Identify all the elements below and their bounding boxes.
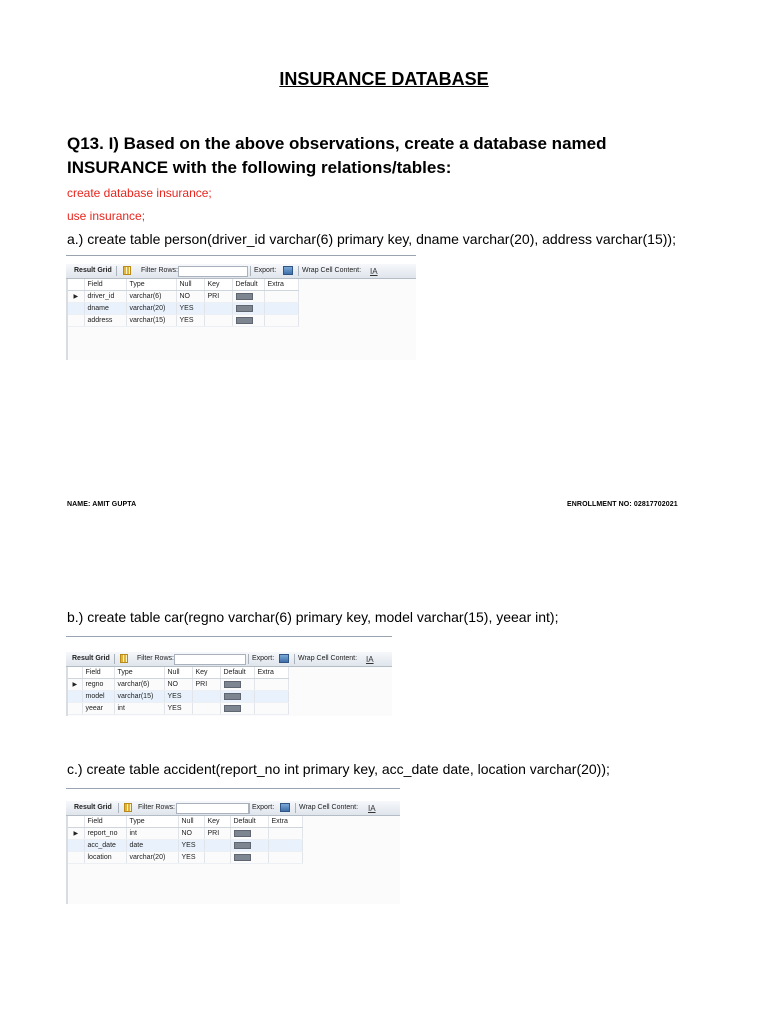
export-icon[interactable] xyxy=(280,803,290,812)
cell-field[interactable]: regno xyxy=(82,679,114,691)
filter-rows-label: Filter Rows: xyxy=(138,804,175,811)
cell-type[interactable]: varchar(6) xyxy=(114,679,164,691)
row-pointer-cell xyxy=(68,303,84,315)
cell-field[interactable]: address xyxy=(84,315,126,327)
result-grid-accident xyxy=(66,788,400,904)
cell-field[interactable]: model xyxy=(82,691,114,703)
cell-extra[interactable] xyxy=(264,291,298,303)
filter-rows-label: Filter Rows: xyxy=(137,655,174,662)
filter-rows-input[interactable] xyxy=(178,266,248,277)
cell-extra[interactable] xyxy=(268,840,302,852)
schema-table-car xyxy=(68,667,289,715)
filter-rows-label: Filter Rows: xyxy=(141,267,178,274)
result-grid-tab[interactable]: Result Grid xyxy=(74,804,112,811)
cell-default[interactable] xyxy=(220,703,254,715)
export-icon[interactable] xyxy=(279,654,289,663)
table-row[interactable] xyxy=(68,291,298,303)
statement-person: a.) create table person(driver_id varchar(6) primary key, dname varchar(20), address varchar(15)); xyxy=(67,231,676,247)
page-title: INSURANCE DATABASE xyxy=(279,69,489,89)
cell-key[interactable] xyxy=(204,852,230,864)
cell-key[interactable]: PRI xyxy=(192,679,220,691)
export-label: Export: xyxy=(252,804,275,811)
toolbar-separator xyxy=(116,266,117,276)
wrap-cell-label: Wrap Cell Content: xyxy=(302,267,362,274)
column-header-default[interactable]: Default xyxy=(220,667,254,679)
cell-type[interactable]: varchar(20) xyxy=(126,303,176,315)
column-header-null[interactable]: Null xyxy=(176,279,204,291)
schema-table-person xyxy=(68,279,299,327)
row-pointer-cell xyxy=(68,315,84,327)
table-row[interactable] xyxy=(68,852,302,864)
cell-type[interactable]: varchar(15) xyxy=(126,315,176,327)
cell-null[interactable]: NO xyxy=(178,828,204,840)
grid-view-icon[interactable] xyxy=(120,654,128,663)
table-header-row xyxy=(68,279,298,291)
wrap-cell-label: Wrap Cell Content: xyxy=(299,804,359,811)
wrap-cell-icon[interactable]: IA xyxy=(370,267,378,276)
column-header-key[interactable]: Key xyxy=(204,279,232,291)
row-pointer-header xyxy=(68,816,84,828)
cell-null[interactable]: YES xyxy=(176,303,204,315)
cell-null[interactable]: YES xyxy=(178,840,204,852)
row-pointer-icon: ▶ xyxy=(68,291,84,303)
table-row[interactable] xyxy=(68,691,288,703)
null-badge-icon xyxy=(224,681,241,688)
cell-key[interactable]: PRI xyxy=(204,828,230,840)
wrap-cell-icon[interactable]: IA xyxy=(368,804,376,813)
null-badge-icon xyxy=(236,317,253,324)
cell-default[interactable] xyxy=(220,679,254,691)
table-row[interactable] xyxy=(68,703,288,715)
cell-field[interactable]: location xyxy=(84,852,126,864)
result-grid-car xyxy=(66,636,392,716)
cell-key[interactable] xyxy=(204,315,232,327)
grid-view-icon[interactable] xyxy=(123,266,131,275)
row-pointer-header xyxy=(68,667,82,679)
cell-null[interactable]: YES xyxy=(164,691,192,703)
cell-default[interactable] xyxy=(232,315,264,327)
enrollment-number: ENROLLMENT NO: 02817702021 xyxy=(567,501,678,508)
null-badge-icon xyxy=(234,842,251,849)
cell-null[interactable]: YES xyxy=(164,703,192,715)
column-header-type[interactable]: Type xyxy=(126,279,176,291)
divider xyxy=(66,788,400,789)
cell-key[interactable] xyxy=(204,303,232,315)
column-header-field[interactable]: Field xyxy=(84,816,126,828)
null-badge-icon xyxy=(234,830,251,837)
table-header-row xyxy=(68,667,288,679)
export-label: Export: xyxy=(254,267,277,274)
table-row[interactable] xyxy=(68,679,288,691)
cell-null[interactable]: NO xyxy=(176,291,204,303)
cell-type[interactable]: varchar(6) xyxy=(126,291,176,303)
filter-rows-input[interactable] xyxy=(174,654,246,665)
cell-extra[interactable] xyxy=(254,679,288,691)
cell-type[interactable]: date xyxy=(126,840,178,852)
export-label: Export: xyxy=(252,655,275,662)
cell-null[interactable]: NO xyxy=(164,679,192,691)
column-header-null[interactable]: Null xyxy=(178,816,204,828)
toolbar-separator xyxy=(248,803,249,813)
null-badge-icon xyxy=(224,705,241,712)
question-line-1: Q13. I) Based on the above observations, create a database named xyxy=(67,134,607,153)
cell-field[interactable]: driver_id xyxy=(84,291,126,303)
divider xyxy=(66,636,392,637)
cell-default[interactable] xyxy=(220,691,254,703)
schema-table-accident xyxy=(68,816,303,864)
cell-extra[interactable] xyxy=(254,691,288,703)
cell-field[interactable]: yeear xyxy=(82,703,114,715)
cell-type[interactable]: varchar(20) xyxy=(126,852,178,864)
null-badge-icon xyxy=(234,854,251,861)
row-pointer-cell xyxy=(68,703,82,715)
column-header-key[interactable]: Key xyxy=(192,667,220,679)
table-row[interactable] xyxy=(68,828,302,840)
result-grid-person xyxy=(66,255,416,360)
student-name: NAME: AMIT GUPTA xyxy=(67,501,137,508)
cell-extra[interactable] xyxy=(264,315,298,327)
column-header-field[interactable]: Field xyxy=(84,279,126,291)
cell-null[interactable]: YES xyxy=(178,852,204,864)
result-grid-tab[interactable]: Result Grid xyxy=(72,655,110,662)
wrap-cell-label: Wrap Cell Content: xyxy=(298,655,358,662)
result-grid-toolbar xyxy=(66,652,392,667)
cell-type[interactable]: int xyxy=(114,703,164,715)
cell-key[interactable]: PRI xyxy=(204,291,232,303)
toolbar-separator xyxy=(114,654,115,664)
null-badge-icon xyxy=(236,305,253,312)
column-header-type[interactable]: Type xyxy=(126,816,178,828)
column-header-extra[interactable]: Extra xyxy=(268,816,302,828)
cell-key[interactable] xyxy=(192,691,220,703)
row-pointer-icon: ▶ xyxy=(68,679,82,691)
cell-key[interactable] xyxy=(192,703,220,715)
row-pointer-icon: ▶ xyxy=(68,828,84,840)
column-header-field[interactable]: Field xyxy=(82,667,114,679)
grid-view-icon[interactable] xyxy=(124,803,132,812)
null-badge-icon xyxy=(236,293,253,300)
filter-rows-input[interactable] xyxy=(176,803,250,814)
cell-extra[interactable] xyxy=(254,703,288,715)
column-header-extra[interactable]: Extra xyxy=(254,667,288,679)
toolbar-separator xyxy=(248,654,249,664)
cell-default[interactable] xyxy=(230,852,268,864)
statement-accident: c.) create table accident(report_no int primary key, acc_date date, location varchar(20)); xyxy=(67,761,610,777)
question-heading xyxy=(67,132,606,180)
result-grid-tab[interactable]: Result Grid xyxy=(74,267,112,274)
table-header-row xyxy=(68,816,302,828)
table-row[interactable] xyxy=(68,315,298,327)
cell-default[interactable] xyxy=(230,840,268,852)
table-row[interactable] xyxy=(68,303,298,315)
toolbar-separator xyxy=(250,266,251,276)
column-header-default[interactable]: Default xyxy=(230,816,268,828)
cell-type[interactable]: varchar(15) xyxy=(114,691,164,703)
toolbar-separator xyxy=(118,803,119,813)
toolbar-separator xyxy=(294,654,295,664)
row-pointer-cell xyxy=(68,691,82,703)
cell-type[interactable]: int xyxy=(126,828,178,840)
cell-field[interactable]: dname xyxy=(84,303,126,315)
cell-key[interactable] xyxy=(204,840,230,852)
cell-extra[interactable] xyxy=(268,852,302,864)
result-grid-toolbar xyxy=(66,264,416,279)
cell-field[interactable]: report_no xyxy=(84,828,126,840)
cell-default[interactable] xyxy=(230,828,268,840)
cell-extra[interactable] xyxy=(268,828,302,840)
column-header-default[interactable]: Default xyxy=(232,279,264,291)
column-header-extra[interactable]: Extra xyxy=(264,279,298,291)
row-pointer-cell xyxy=(68,840,84,852)
column-header-type[interactable]: Type xyxy=(114,667,164,679)
sql-use-database: use insurance; xyxy=(67,209,146,223)
cell-extra[interactable] xyxy=(264,303,298,315)
statement-car: b.) create table car(regno varchar(6) primary key, model varchar(15), yeear int); xyxy=(67,609,559,625)
export-icon[interactable] xyxy=(283,266,293,275)
cell-default[interactable] xyxy=(232,303,264,315)
table-row[interactable] xyxy=(68,840,302,852)
toolbar-separator xyxy=(295,803,296,813)
row-pointer-header xyxy=(68,279,84,291)
null-badge-icon xyxy=(224,693,241,700)
wrap-cell-icon[interactable]: IA xyxy=(366,655,374,664)
column-header-null[interactable]: Null xyxy=(164,667,192,679)
row-pointer-cell xyxy=(68,852,84,864)
question-line-2: INSURANCE with the following relations/tables: xyxy=(67,158,452,177)
toolbar-separator xyxy=(298,266,299,276)
cell-default[interactable] xyxy=(232,291,264,303)
cell-null[interactable]: YES xyxy=(176,315,204,327)
divider xyxy=(66,255,416,256)
result-grid-toolbar xyxy=(66,801,400,816)
sql-create-database: create database insurance; xyxy=(67,186,212,200)
cell-field[interactable]: acc_date xyxy=(84,840,126,852)
column-header-key[interactable]: Key xyxy=(204,816,230,828)
